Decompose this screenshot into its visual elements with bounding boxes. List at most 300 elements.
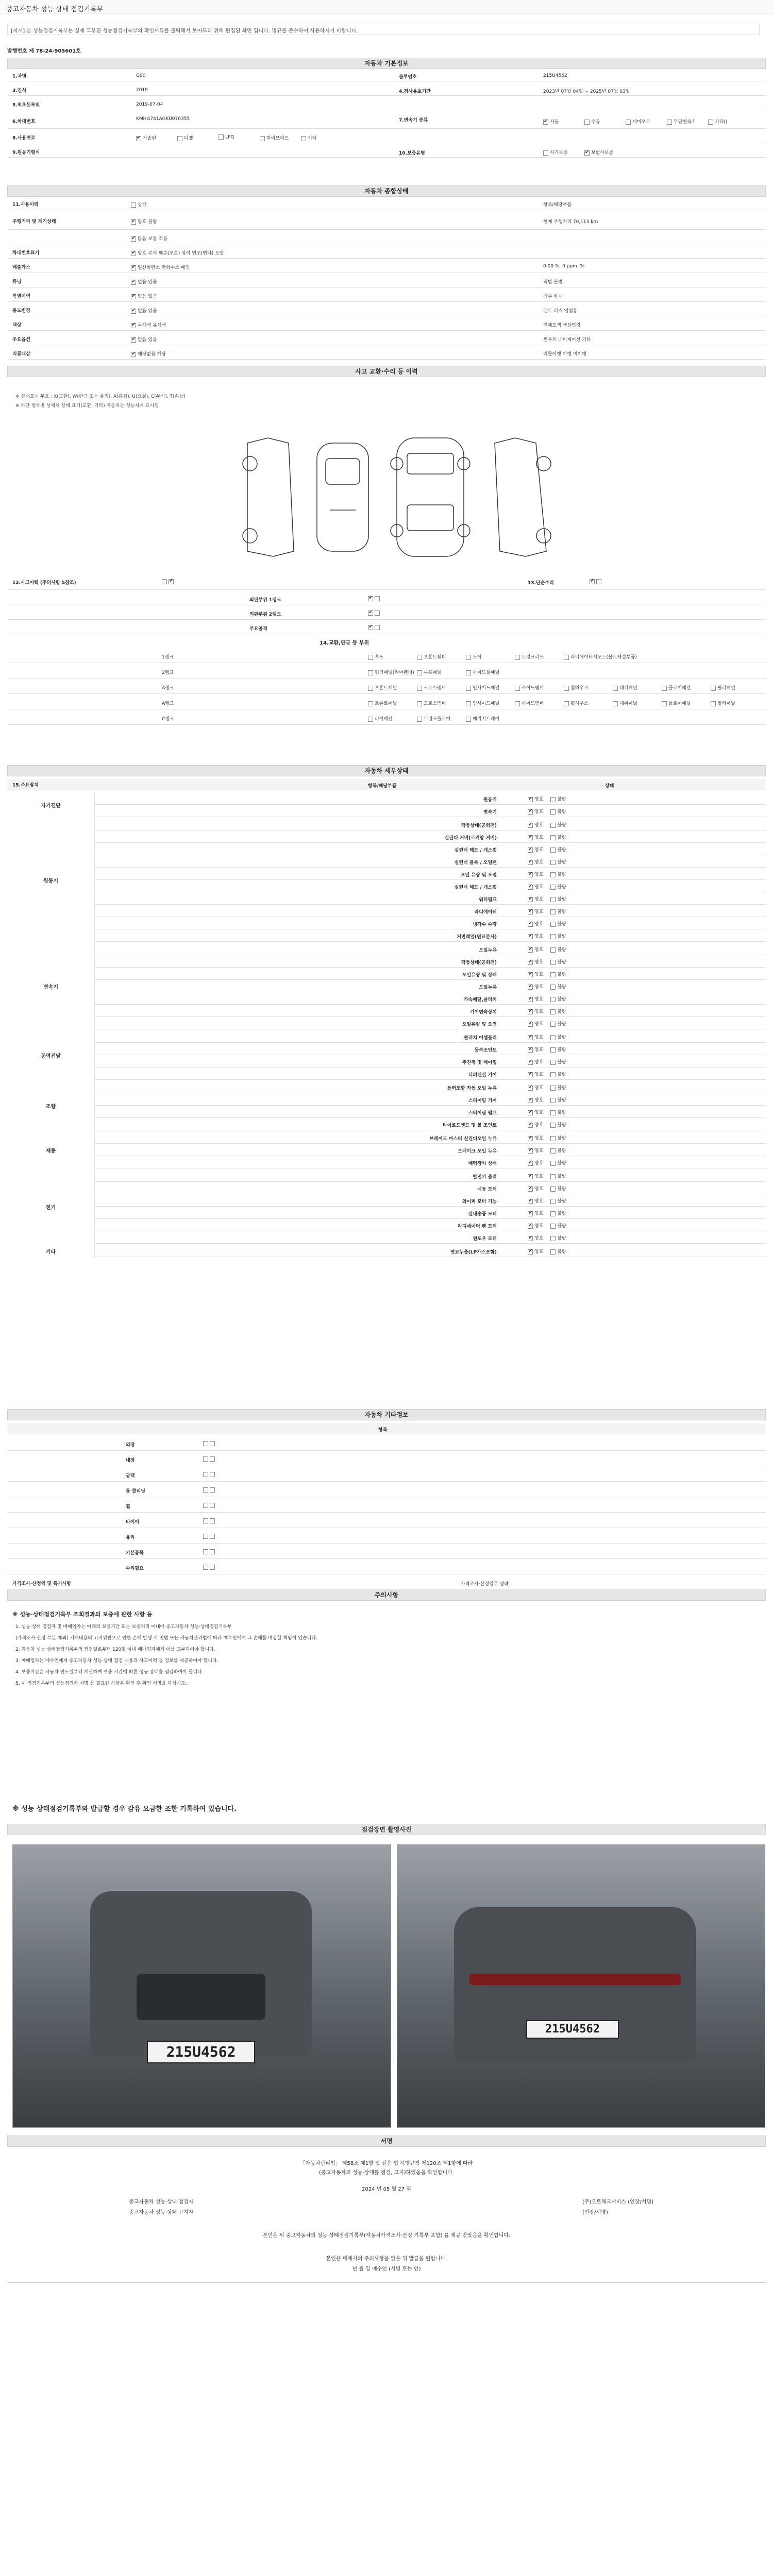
general-label: 색상: [12, 323, 22, 328]
detail-state-checkbox[interactable]: [528, 860, 533, 865]
detail-state-checkbox[interactable]: [528, 1098, 533, 1103]
detail-state-checkbox[interactable]: [528, 1236, 533, 1241]
transmission-option[interactable]: [543, 118, 559, 125]
rank-none-checkbox[interactable]: [368, 596, 373, 601]
basic-value2: 215U4562: [543, 73, 567, 78]
other-checkbox[interactable]: [203, 1534, 208, 1539]
detail-state-checkbox[interactable]: [550, 1022, 556, 1027]
detail-item-options[interactable]: [528, 1109, 574, 1115]
fuel-checkbox[interactable]: [177, 136, 182, 141]
warranty-checkbox[interactable]: [543, 150, 548, 156]
rank-row-options[interactable]: [368, 596, 381, 602]
exchange-checkbox[interactable]: [466, 701, 471, 706]
general-checkbox[interactable]: [131, 352, 136, 357]
general-checkbox[interactable]: [131, 202, 136, 208]
exchange-rank-label: 2랭크: [162, 670, 174, 675]
notes-title: ※ 성능·상태점검기록부 조회결과의 보증에 관한 사항 등: [12, 1611, 153, 1618]
fuel-option[interactable]: [219, 134, 234, 140]
detail-state-checkbox[interactable]: [528, 985, 533, 990]
warranty-option[interactable]: [584, 149, 613, 156]
fuel-checkbox[interactable]: [260, 136, 265, 141]
exchange-checkbox[interactable]: [466, 655, 471, 660]
detail-state-checkbox[interactable]: [550, 909, 556, 914]
exchange-option[interactable]: [466, 684, 499, 691]
detail-state-label: 불량: [557, 909, 566, 914]
exchange-checkbox[interactable]: [466, 686, 471, 691]
other-item-options[interactable]: [203, 1441, 216, 1447]
exchange-option[interactable]: [466, 653, 481, 660]
simple-repair-none-checkbox[interactable]: [590, 579, 595, 584]
exchange-checkbox[interactable]: [417, 686, 422, 691]
detail-state-label: 양호: [534, 848, 544, 853]
detail-item-options[interactable]: [528, 1248, 574, 1255]
general-checkbox[interactable]: [131, 309, 136, 314]
transmission-option[interactable]: [626, 118, 650, 125]
other-checkbox[interactable]: [210, 1456, 215, 1462]
detail-item-row: [95, 831, 766, 843]
transmission-checkbox[interactable]: [667, 120, 672, 125]
detail-state-checkbox[interactable]: [550, 823, 556, 828]
detail-state-label: 불량: [557, 1072, 566, 1077]
exchange-checkbox[interactable]: [466, 717, 471, 722]
exchange-option[interactable]: [711, 700, 735, 706]
detail-item-options[interactable]: [528, 1084, 574, 1091]
detail-item-options[interactable]: [528, 834, 574, 840]
accident-none-checkbox[interactable]: [162, 579, 167, 584]
other-item-options[interactable]: [203, 1534, 216, 1539]
detail-state-checkbox[interactable]: [528, 972, 533, 977]
exchange-option[interactable]: [564, 653, 637, 660]
exchange-option[interactable]: [417, 653, 446, 660]
detail-item-options[interactable]: [528, 971, 574, 977]
detail-item-options[interactable]: [528, 1033, 574, 1040]
detail-state-checkbox[interactable]: [550, 1211, 556, 1216]
detail-state-checkbox[interactable]: [550, 1110, 556, 1115]
detail-group: 자기진단: [7, 792, 95, 817]
detail-item-options[interactable]: [528, 883, 574, 890]
other-item-label: 내장: [126, 1458, 135, 1463]
fuel-option[interactable]: [260, 134, 289, 141]
basic-row: [7, 146, 766, 158]
transmission-label: 세미오토: [632, 120, 650, 125]
other-item-options[interactable]: [203, 1518, 216, 1524]
fuel-option[interactable]: [177, 134, 193, 141]
exchange-checkbox[interactable]: [564, 701, 569, 706]
detail-item-options[interactable]: [528, 1234, 574, 1241]
other-checkbox[interactable]: [210, 1487, 215, 1493]
detail-item-options[interactable]: [528, 871, 574, 877]
detail-state-label: 양호: [534, 1236, 544, 1241]
detail-item-options[interactable]: [528, 995, 574, 1002]
detail-state-checkbox[interactable]: [528, 1047, 533, 1053]
detail-state-checkbox[interactable]: [528, 1249, 533, 1255]
detail-state-checkbox[interactable]: [528, 1110, 533, 1115]
signature-law-line2: (중고자동차의 성능·상태를 점검, 고지)하였음을 확인합니다.: [319, 2170, 454, 2176]
detail-item-options[interactable]: [528, 1185, 574, 1192]
price-row: [7, 1577, 766, 1590]
detail-state-checkbox[interactable]: [528, 872, 533, 877]
other-checkbox[interactable]: [203, 1518, 208, 1523]
detail-group: 제동: [7, 1131, 95, 1168]
general-checkbox[interactable]: [131, 323, 136, 328]
detail-state-checkbox[interactable]: [550, 960, 556, 965]
exchange-checkbox[interactable]: [368, 701, 373, 706]
detail-state-label: 양호: [534, 1249, 544, 1255]
detail-state-checkbox[interactable]: [550, 835, 556, 840]
basic-label: 1.차명: [12, 74, 27, 79]
accident-q12-options[interactable]: [162, 579, 175, 585]
detail-item-label: 커먼레일(연료분사): [457, 935, 497, 940]
detail-item-options[interactable]: [528, 1008, 574, 1014]
detail-item-options[interactable]: [528, 1173, 574, 1179]
exchange-option[interactable]: [466, 700, 499, 706]
exchange-option[interactable]: [515, 684, 544, 691]
other-checkbox[interactable]: [210, 1472, 215, 1477]
detail-state-label: 불량: [557, 922, 566, 927]
detail-item-options[interactable]: [528, 920, 574, 927]
detail-state-checkbox[interactable]: [528, 1187, 533, 1192]
exchange-option[interactable]: [711, 684, 735, 691]
detail-state-checkbox[interactable]: [528, 885, 533, 890]
general-row: [7, 261, 766, 273]
detail-item-options[interactable]: [528, 1046, 574, 1053]
general-checkbox[interactable]: [131, 251, 136, 256]
fuel-checkbox[interactable]: [136, 136, 141, 141]
general-state: [131, 278, 157, 285]
detail-item-options[interactable]: [528, 1134, 574, 1141]
rank-none-checkbox[interactable]: [368, 611, 373, 616]
rank-none-checkbox[interactable]: [368, 625, 373, 630]
exchange-checkbox[interactable]: [564, 686, 569, 691]
detail-state-checkbox[interactable]: [550, 1236, 556, 1241]
fuel-checkbox[interactable]: [301, 136, 306, 141]
detail-state-label: 불량: [557, 1035, 566, 1040]
simple-repair-options[interactable]: [590, 579, 603, 585]
detail-item-options[interactable]: [528, 1020, 574, 1027]
transmission-checkbox[interactable]: [584, 120, 590, 125]
detail-item-row: [95, 868, 766, 880]
detail-item-options[interactable]: [528, 795, 574, 802]
detail-state-checkbox[interactable]: [550, 985, 556, 990]
general-checkbox[interactable]: [131, 294, 136, 299]
detail-state-checkbox[interactable]: [528, 835, 533, 840]
buyer-signature-line: 년 월 일 매수인 (서명 또는 인): [352, 2266, 421, 2272]
detail-item-options[interactable]: [528, 1147, 574, 1154]
exchange-option[interactable]: [368, 715, 393, 722]
detail-state-checkbox[interactable]: [550, 1098, 556, 1103]
exchange-checkbox[interactable]: [662, 686, 667, 691]
rank-yes-checkbox[interactable]: [375, 596, 380, 601]
detail-state-checkbox[interactable]: [550, 1136, 556, 1141]
fuel-label: LPG: [225, 134, 234, 140]
other-item-options[interactable]: [203, 1503, 216, 1509]
detail-item-options[interactable]: [528, 808, 574, 815]
detail-state-checkbox[interactable]: [550, 1060, 556, 1065]
exchange-checkbox[interactable]: [711, 686, 716, 691]
transmission-option[interactable]: [708, 118, 727, 125]
detail-item-options[interactable]: [528, 1096, 574, 1103]
detail-state-checkbox[interactable]: [528, 997, 533, 1002]
detail-state-checkbox[interactable]: [550, 1035, 556, 1040]
fuel-option[interactable]: [301, 134, 316, 141]
detail-state-checkbox[interactable]: [550, 947, 556, 953]
detail-state-checkbox[interactable]: [550, 1161, 556, 1166]
detail-item-options[interactable]: [528, 1071, 574, 1077]
rank-row-options[interactable]: [368, 625, 381, 631]
general-state: [131, 264, 190, 270]
detail-state-checkbox[interactable]: [550, 848, 556, 853]
accident-yes-checkbox[interactable]: [169, 579, 174, 584]
exchange-option[interactable]: [515, 700, 544, 706]
detail-item-options[interactable]: [528, 846, 574, 853]
other-checkbox[interactable]: [210, 1503, 215, 1508]
detail-state-checkbox[interactable]: [550, 972, 556, 977]
other-item-options[interactable]: [203, 1487, 216, 1493]
detail-item-row: [95, 880, 766, 892]
general-checkbox[interactable]: [131, 265, 136, 270]
detail-state-checkbox[interactable]: [528, 848, 533, 853]
detail-state-checkbox[interactable]: [528, 823, 533, 828]
detail-state-checkbox[interactable]: [528, 1123, 533, 1128]
detail-item-options[interactable]: [528, 983, 574, 990]
general-row: [7, 347, 766, 360]
detail-state-checkbox[interactable]: [528, 1009, 533, 1014]
detail-state-checkbox[interactable]: [550, 922, 556, 927]
detail-item-options[interactable]: [528, 933, 574, 939]
exchange-checkbox[interactable]: [417, 717, 422, 722]
basic-value: 2019: [136, 88, 148, 93]
exchange-option[interactable]: [417, 700, 446, 706]
detail-state-checkbox[interactable]: [528, 1072, 533, 1077]
exchange-checkbox[interactable]: [515, 686, 520, 691]
detail-item-options[interactable]: [528, 1197, 574, 1204]
transmission-checkbox[interactable]: [543, 120, 548, 125]
detail-state-checkbox[interactable]: [528, 934, 533, 939]
detail-state-checkbox[interactable]: [528, 797, 533, 802]
exchange-checkbox[interactable]: [613, 701, 618, 706]
exchange-option[interactable]: [417, 715, 450, 722]
detail-state-checkbox[interactable]: [550, 1072, 556, 1077]
exchange-checkbox[interactable]: [662, 701, 667, 706]
exchange-option[interactable]: [662, 700, 691, 706]
exchange-option-label: 필러패널: [717, 701, 735, 706]
exchange-option[interactable]: [466, 669, 499, 675]
general-state: [131, 307, 157, 314]
exchange-checkbox[interactable]: [368, 655, 373, 660]
exchange-option[interactable]: [368, 653, 383, 660]
detail-state-checkbox[interactable]: [550, 1148, 556, 1154]
general-extra: 침수 화재: [543, 294, 563, 299]
detail-state-checkbox[interactable]: [528, 897, 533, 902]
other-item-options[interactable]: [203, 1456, 216, 1462]
detail-item-options[interactable]: [528, 1159, 574, 1166]
other-checkbox[interactable]: [210, 1549, 215, 1554]
detail-state-checkbox[interactable]: [528, 1035, 533, 1040]
exchange-checkbox[interactable]: [417, 670, 422, 675]
transmission-checkbox[interactable]: [626, 120, 631, 125]
other-item-options[interactable]: [203, 1549, 216, 1555]
detail-state-checkbox[interactable]: [528, 1174, 533, 1179]
detail-state-checkbox[interactable]: [528, 1211, 533, 1216]
general-extra: 적법 불법: [543, 280, 563, 285]
exchange-option[interactable]: [368, 684, 397, 691]
detail-state-checkbox[interactable]: [550, 809, 556, 815]
exchange-option[interactable]: [662, 684, 691, 691]
transmission-option[interactable]: [667, 118, 696, 125]
general-extra: 항목/해당부품: [543, 202, 572, 208]
exchange-checkbox[interactable]: [368, 686, 373, 691]
exchange-option[interactable]: [515, 653, 544, 660]
detail-state-checkbox[interactable]: [550, 1123, 556, 1128]
detail-state-checkbox[interactable]: [528, 909, 533, 914]
exchange-option[interactable]: [417, 684, 446, 691]
detail-state-checkbox[interactable]: [528, 1086, 533, 1091]
rank-row-options[interactable]: [368, 611, 381, 616]
detail-state-label: 양호: [534, 1047, 544, 1053]
detail-state-label: 양호: [534, 947, 544, 953]
inspector-name: (주)오토체크서비스 (인장/서명): [582, 2199, 654, 2205]
exchange-option[interactable]: [368, 700, 397, 706]
detail-state-checkbox[interactable]: [550, 1224, 556, 1229]
detail-state-checkbox[interactable]: [550, 1009, 556, 1014]
detail-state-checkbox[interactable]: [528, 1199, 533, 1204]
rank-row-label: 외판부위 2랭크: [249, 612, 281, 617]
detail-state-checkbox[interactable]: [550, 997, 556, 1002]
exchange-option[interactable]: [613, 700, 637, 706]
general-checkbox[interactable]: [131, 236, 136, 242]
warranty-checkbox[interactable]: [584, 150, 590, 156]
exchange-checkbox[interactable]: [466, 670, 471, 675]
detail-state-checkbox[interactable]: [550, 1047, 556, 1053]
detail-item-options[interactable]: [528, 1121, 574, 1128]
other-checkbox[interactable]: [210, 1441, 215, 1446]
exchange-option[interactable]: [564, 700, 589, 706]
detail-item-options[interactable]: [528, 908, 574, 914]
exchange-checkbox[interactable]: [515, 655, 520, 660]
other-item-label: 타이어: [126, 1520, 140, 1525]
detail-state-label: 불량: [557, 809, 566, 815]
exchange-option[interactable]: [368, 669, 414, 675]
detail-item-options[interactable]: [528, 895, 574, 902]
detail-item-options[interactable]: [528, 946, 574, 953]
detail-state-label: 불량: [557, 997, 566, 1002]
detail-state-checkbox[interactable]: [550, 1249, 556, 1255]
other-checkbox[interactable]: [203, 1503, 208, 1508]
detail-state-checkbox[interactable]: [528, 809, 533, 815]
rank-yes-checkbox[interactable]: [375, 625, 380, 630]
exchange-checkbox[interactable]: [417, 701, 422, 706]
basic-label: 9.원동기형식: [12, 150, 40, 155]
detail-item-options[interactable]: [528, 858, 574, 865]
detail-state-checkbox[interactable]: [550, 872, 556, 877]
consent-line: 본인은 위 중고자동차의 성능·상태점검기록부(자동차가격조사·산정 기록부 포함) 를 제공 받았음을 확인합니다.: [262, 2233, 511, 2239]
accident-legend-note: ※ 하단 항목별 상세처 상태 표기(교환, 기타) 자동차는 성능처에 표시됨: [15, 403, 159, 409]
warranty-option[interactable]: [543, 149, 568, 156]
exchange-checkbox[interactable]: [711, 701, 716, 706]
other-item-options[interactable]: [203, 1472, 216, 1478]
exchange-option[interactable]: [564, 684, 589, 691]
exchange-option-label: 쿼터패널(리어펜더): [375, 670, 414, 675]
detail-item-options[interactable]: [528, 821, 574, 828]
detail-state-checkbox[interactable]: [528, 922, 533, 927]
other-item-options[interactable]: [203, 1565, 216, 1570]
front-license-plate: 215U4562: [147, 2041, 255, 2063]
other-checkbox[interactable]: [203, 1441, 208, 1446]
basic-row: [7, 113, 766, 129]
exchange-checkbox[interactable]: [368, 670, 373, 675]
detail-state-checkbox[interactable]: [550, 1187, 556, 1192]
general-checkbox[interactable]: [131, 337, 136, 343]
detail-state-checkbox[interactable]: [528, 960, 533, 965]
detail-state-checkbox[interactable]: [550, 885, 556, 890]
detail-state-checkbox[interactable]: [550, 1086, 556, 1091]
general-checkbox[interactable]: [131, 280, 136, 285]
general-state-text: 양호 불량: [138, 219, 157, 225]
exchange-checkbox[interactable]: [368, 717, 373, 722]
other-checkbox[interactable]: [203, 1487, 208, 1493]
detail-item-options[interactable]: [528, 1058, 574, 1065]
detail-state-label: 양호: [534, 860, 544, 865]
detail-state-checkbox[interactable]: [528, 1148, 533, 1154]
other-checkbox[interactable]: [210, 1518, 215, 1523]
exchange-option-label: 크로스멤버: [424, 686, 446, 691]
detail-state-checkbox[interactable]: [550, 1174, 556, 1179]
exchange-checkbox[interactable]: [613, 686, 618, 691]
detail-state-checkbox[interactable]: [528, 1022, 533, 1027]
other-checkbox[interactable]: [210, 1534, 215, 1539]
exchange-option[interactable]: [613, 684, 637, 691]
detail-state-checkbox[interactable]: [550, 1199, 556, 1204]
other-checkbox[interactable]: [203, 1549, 208, 1554]
detail-state-checkbox[interactable]: [528, 1224, 533, 1229]
rank-row-label: 외판부위 1랭크: [249, 598, 281, 603]
detail-item-label: 가속페달,클러치: [463, 997, 497, 1003]
detail-state-label: 양호: [534, 809, 544, 815]
transmission-option[interactable]: [584, 118, 600, 125]
general-checkbox[interactable]: [131, 219, 136, 225]
exchange-option-label: 휠하우스: [570, 701, 589, 706]
detail-state-checkbox[interactable]: [550, 897, 556, 902]
detail-state-checkbox[interactable]: [528, 1060, 533, 1065]
other-checkbox[interactable]: [203, 1565, 208, 1570]
fuel-option[interactable]: [136, 134, 156, 141]
detail-state-checkbox[interactable]: [528, 1136, 533, 1141]
detail-state-label: 불량: [557, 934, 566, 939]
detail-item-options[interactable]: [528, 1210, 574, 1216]
other-checkbox[interactable]: [203, 1456, 208, 1462]
transmission-checkbox[interactable]: [708, 120, 713, 125]
exchange-option[interactable]: [466, 715, 499, 722]
fuel-checkbox[interactable]: [219, 134, 224, 140]
detail-state-label: 양호: [534, 1060, 544, 1065]
detail-state-checkbox[interactable]: [550, 797, 556, 802]
other-checkbox[interactable]: [210, 1565, 215, 1570]
detail-item-options[interactable]: [528, 1222, 574, 1229]
other-checkbox[interactable]: [203, 1472, 208, 1477]
detail-state-checkbox[interactable]: [550, 860, 556, 865]
detail-state-checkbox[interactable]: [528, 1161, 533, 1166]
detail-state-checkbox[interactable]: [550, 934, 556, 939]
exchange-option[interactable]: [417, 669, 442, 675]
rank-yes-checkbox[interactable]: [375, 611, 380, 616]
detail-state-checkbox[interactable]: [528, 947, 533, 953]
exchange-checkbox[interactable]: [515, 701, 520, 706]
general-state-text: 없음 있음: [138, 309, 157, 314]
exchange-checkbox[interactable]: [564, 655, 569, 660]
exchange-checkbox[interactable]: [417, 655, 422, 660]
simple-repair-yes-checkbox[interactable]: [596, 579, 601, 584]
detail-item-options[interactable]: [528, 958, 574, 965]
